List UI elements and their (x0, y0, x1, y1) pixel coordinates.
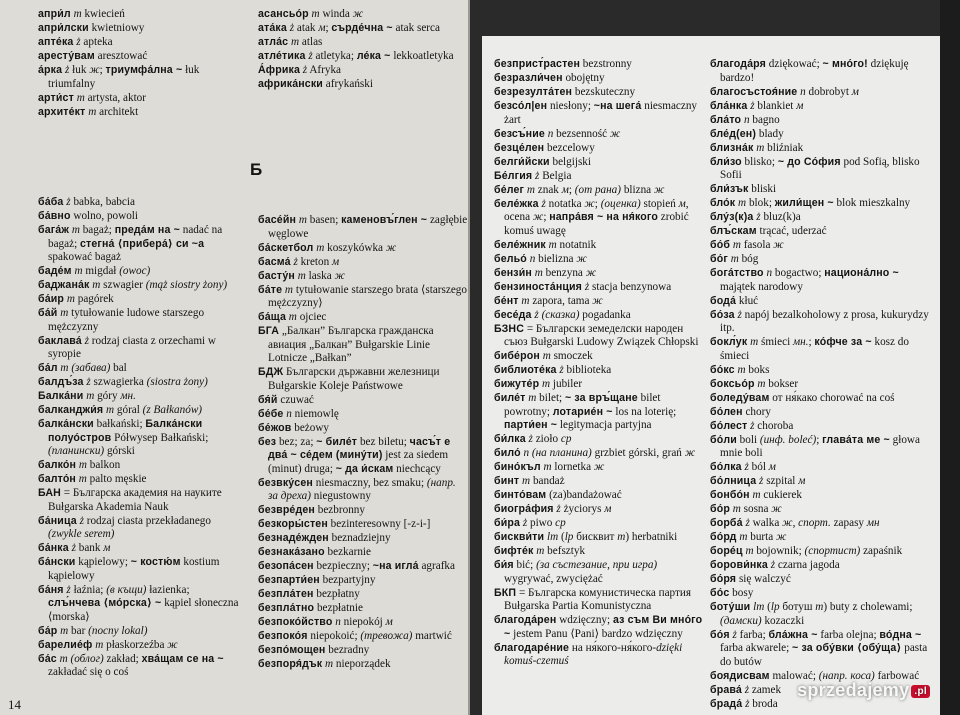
dictionary-entry: бо́рд m burta ж (710, 531, 787, 543)
dictionary-entry: безнаде́жден beznadziejny (258, 532, 391, 544)
dictionary-entry: бо́с bosy (710, 587, 754, 599)
watermark-text: sprzedajemy (797, 680, 910, 700)
dictionary-entry: апри́лски kwietniowy (38, 22, 145, 34)
dictionary-entry: атле́тика ż atletyka; ле́ка ~ lekkoatletyka (258, 50, 454, 62)
left-page (0, 0, 470, 715)
dictionary-entry: апте́ка ż apteka (38, 36, 113, 48)
dictionary-entry: ба́ща m ojciec (258, 311, 327, 323)
dictionary-entry: безпоко́йство n niepokój м (258, 616, 393, 628)
dictionary-entry: бо́лка ż ból м (710, 461, 776, 473)
dictionary-entry: Бе́лгия ż Belgia (494, 169, 572, 182)
dictionary-entry: балканджи́я m góral (z Bałkanów) (38, 404, 203, 416)
dictionary-entry: бо́г m bóg (710, 253, 759, 265)
dictionary-entry: блъ́скам trącać, uderzać (710, 225, 827, 237)
dictionary-entry: ба́ба ż babka, babcia (38, 196, 135, 208)
watermark (797, 680, 930, 701)
dictionary-entry: благодаре́ние на ня́кого-ня́кого-dzięki komuś-czemuś (494, 641, 683, 667)
dictionary-entry: бли́зо blisko; ~ до Со́фия pod Sofią, blisko Sofii (710, 155, 920, 181)
dictionary-entry: басту́н m laska ж (258, 269, 345, 282)
dictionary-entry: безпла́тно bezpłatnie (258, 602, 363, 614)
dictionary-entry: баде́м m migdał (owoc) (38, 265, 151, 277)
dictionary-entry: бибе́рон m smoczek (494, 350, 593, 362)
dictionary-entry: благода́рен wdzięczny; аз съм Ви мно́го ~ jestem Panu ⟨Pani⟩ bardzo wdzięczny (494, 614, 703, 640)
dictionary-entry: безнака́зано bezkarnie (258, 546, 372, 558)
dictionary-entry: ба́с m (облог) zakład; хва́щам се на ~ zakładać się o coś (38, 652, 224, 678)
dictionary-entry: би́лка ż zioło ср (494, 433, 572, 445)
dictionary-entry: безпла́тен bezpłatny (258, 588, 360, 600)
dictionary-entry: бинто́вам (za)bandażować (494, 489, 622, 501)
dictionary-entry: бо́лест ż choroba (710, 419, 794, 432)
dictionary-entry: БГА „Балкан” Българска гражданска авиация „Балкан” Bułgarskie Linie Lotnicze „Bałkan” (258, 325, 434, 364)
dictionary-entry: бино́къл m lornetka ж (494, 461, 605, 473)
dictionary-entry: бо́я ż farba; бла́жна ~ farba olejna; во́дна ~ farba akwarele; ~ за обу́вки ⟨обу́ща⟩ pasta do butów (710, 628, 928, 668)
page-number: 14 (8, 697, 21, 712)
dictionary-entry: безприст́растен bezstronny (494, 58, 632, 70)
dictionary-entry: бе́нт m zapora, tama ж (494, 294, 603, 307)
dictionary-entry: боледу́вам от ня́како chorować na coś (710, 391, 895, 404)
background-edge (940, 0, 960, 715)
right-page (482, 36, 940, 715)
dictionary-entry: бли́зък bliski (710, 183, 777, 195)
dictionary-entry: близна́к m bliźniak (710, 141, 804, 154)
dictionary-entry: бага́ж m bagaż; преда́м на ~ nadać na bagaż; стегна́ ⟨прибера́⟩ си ~a spakować bagaż (38, 224, 223, 263)
dictionary-entry: бя́й czuwać (258, 393, 314, 406)
dictionary-entry: Балка́ни m góry мн. (38, 390, 136, 402)
watermark-badge: .pl (911, 685, 930, 698)
dictionary-entry: бензи́н m benzyna ж (494, 266, 597, 279)
dictionary-entry: архите́кт m architekt (38, 105, 139, 118)
dictionary-entry: бла́нка ż blankiet м (710, 99, 804, 112)
dictionary-entry: ба́те m tytułowanie starszego brata ⟨starszego mężczyzny⟩ (258, 283, 467, 309)
dictionary-entry: безкоры́стен bezinteresowny [-z-i-] (258, 518, 431, 530)
dictionary-entry: бо́лница ż szpital м (710, 475, 806, 487)
dictionary-entry: баклава́ ż rodzaj ciasta z orzechami w syropie (38, 334, 217, 360)
dictionary-entry: боядисвам malować; (напр. коса) farbować (710, 669, 920, 682)
dictionary-entry: ба́л m (забава) bal (38, 362, 127, 374)
dictionary-entry: боксьо́р m bokser (710, 377, 799, 390)
dictionary-entry: безрезулта́тен bezskuteczny (494, 86, 636, 98)
dictionary-entry: биогра́фия ż życiorys м (494, 503, 612, 515)
dictionary-column-right-top (258, 8, 468, 92)
dictionary-entry: би́я bić; (за състезание, при игра) wygrywać, zwyciężać (494, 559, 658, 585)
dictionary-entry: ба́ня ż łaźnia; (в къщи) łazienka; слъ́нчева ⟨мо́рска⟩ ~ kąpiel słoneczna ⟨morska⟩ (38, 583, 239, 623)
dictionary-entry: благосъстоя́ние n dobrobyt м (710, 85, 859, 98)
dictionary-entry: бло́к m blok; жили́щен ~ blok mieszkalny (710, 197, 911, 209)
dictionary-entry: бе́бе n niemowlę (258, 407, 339, 420)
dictionary-entry: безпоко́я niepokoić; (тревожа) martwić (258, 630, 452, 642)
dictionary-entry: ата́ка ż atak м; сърде́чна ~ atak serca (258, 22, 440, 34)
dictionary-entry: брада́ ż broda (710, 697, 778, 710)
dictionary-entry: бо́ли boli (инф. boleć); глава́та ме ~ głowa mnie boli (710, 433, 920, 459)
dictionary-entry: безвку́сен niesmaczny, bez smaku; (напр. за дреха) niegustowny (258, 476, 456, 502)
dictionary-entry: африка́нски afrykański (258, 78, 373, 90)
dictionary-entry: балка́нски bałkański; Балка́нски полуо́стров Półwysep Bałkański; (планински) górski (38, 418, 209, 457)
dictionary-entry: бла́то n bagno (710, 113, 780, 126)
dictionary-entry: бонбо́н m cukierek (710, 489, 802, 501)
dictionary-entry: баджана́к m szwagier (mąż siostry żony) (38, 279, 228, 291)
dictionary-entry: ба́ница ż rodzaj ciasta przekładanego (zwykle serem) (38, 514, 211, 540)
dictionary-entry: ба́вно wolno, powoli (38, 210, 139, 222)
dictionary-entry: атла́с m atlas (258, 36, 323, 48)
dictionary-entry: безразли́чен obojętny (494, 72, 605, 84)
dictionary-entry: балдъ́за ż szwagierka (siostra żony) (38, 376, 208, 388)
dictionary-entry: боре́ц m bojownik; (спортист) zapaśnik (710, 545, 903, 557)
dictionary-entry: блу́з(к)а ż bluz(k)a (710, 211, 801, 223)
dictionary-entry: БАН = Българска академия на науките Bułgarska Akademia Nauk (38, 487, 222, 513)
dictionary-entry: бе́жов beżowy (258, 421, 330, 434)
dictionary-column-left (494, 58, 706, 669)
dictionary-entry: ба́нка ż bank м (38, 542, 111, 554)
dictionary-entry: БЗНС = Български земеделски народен съюз Bułgarski Ludowy Związek Chłopski (494, 322, 699, 348)
dictionary-entry: А́фрика ż Afryka (258, 64, 342, 76)
dictionary-entry: бо́лен chory (710, 405, 771, 418)
dictionary-entry: безсъ́ние n bezsenność ж (494, 127, 621, 140)
dictionary-entry: би́ра ż piwo ср (494, 517, 566, 529)
dictionary-entry: биле́т m bilet; ~ за връ́щане bilet powrotny; лотарие́н ~ los na loterię; парти́ен ~ legitymacja partyjna (494, 392, 677, 431)
dictionary-entry: безвре́ден bezbronny (258, 504, 365, 516)
dictionary-entry: бесе́да ż (сказка) pogadanka (494, 308, 631, 321)
dictionary-entry: апри́л m kwiecień (38, 8, 125, 20)
dictionary-entry: а́рка ż łuk ж; триумфа́лна ~ łuk triumfalny (38, 64, 200, 90)
dictionary-entry: бе́лег m znak м; (от рана) blizna ж (494, 183, 665, 196)
dictionary-column-left-top (38, 8, 238, 120)
dictionary-entry: боту́ши lm (lp ботуш m) buty z cholewami; (дамски) kozaczki (710, 601, 913, 627)
dictionary-entry: ба́р m bar (nocny lokal) (38, 624, 148, 637)
dictionary-entry: безопа́сен bezpieczny; ~на игла́ agrafka (258, 560, 455, 572)
dictionary-entry: бога́тство n bogactwo; национа́лно ~ majątek narodowy (710, 267, 899, 293)
dictionary-entry: библиоте́ка ż biblioteka (494, 364, 612, 376)
dictionary-entry: арти́ст m artysta, aktor (38, 91, 146, 104)
dictionary-entry: басма́ ż kreton м (258, 255, 340, 268)
dictionary-entry: ба́нски kąpielowy; ~ костю́м kostium kąpielowy (38, 556, 220, 582)
dictionary-column-right-bottom (258, 214, 468, 672)
dictionary-entry: аресту́вам aresztować (38, 50, 148, 62)
dictionary-entry: брава́ ż zamek (710, 683, 782, 696)
dictionary-entry: ба́скетбол m koszykówka ж (258, 241, 397, 254)
dictionary-entry: ба́ир m pagórek (38, 293, 114, 305)
dictionary-entry: БДЖ Български държавни железници Bułgarskie Koleje Państwowe (258, 366, 440, 392)
dictionary-entry: без bez; za; ~ биле́т bez biletu; часъ́т е два́ ~ се́дем (мину́ти) jest za siedem (minut) druga; ~ да и́скам niechcący (258, 435, 451, 475)
dictionary-entry: бо́р m sosna ж (710, 503, 782, 515)
dictionary-entry: ба́й m tytułowanie ludowe starszego mężczyzny (38, 307, 205, 333)
dictionary-entry: барелие́ф m płaskorzeźba ж (38, 638, 178, 651)
dictionary-entry: било́ n (на планина) grzbiet górski, grań ж (494, 447, 696, 459)
dictionary-entry: белги́йски belgijski (494, 155, 592, 168)
dictionary-entry: басе́йн m basen; каменовъ́глен ~ zagłębie węglowe (258, 214, 468, 240)
dictionary-entry: БКП = Българска комунистическа партия Bułgarska Partia Komunistyczna (494, 586, 692, 612)
dictionary-entry: бифте́к m befsztyk (494, 545, 586, 557)
dictionary-entry: борови́нка ż czarna jagoda (710, 559, 840, 571)
dictionary-entry: бода́ kłuć (710, 294, 759, 307)
dictionary-entry: бельо́ n bielizna ж (494, 252, 587, 265)
dictionary-entry: бокл́ук m śmieci мн.; ко́фче за ~ kosz do śmieci (710, 336, 909, 362)
dictionary-entry: бо́ря się walczyć (710, 573, 791, 585)
dictionary-entry: безпоря́дък m nieporządek (258, 658, 391, 670)
dictionary-entry: бижуте́р m jubiler (494, 378, 583, 390)
dictionary-column-right (710, 58, 934, 712)
dictionary-entry: бинт m bandaż (494, 475, 565, 487)
dictionary-entry: бле́д(ен) blady (710, 127, 784, 140)
dictionary-entry: благода́ря dziękować; ~ мно́го! dziękuję bardzo! (710, 58, 909, 84)
dictionary-entry: балто́н m palto męskie (38, 473, 147, 485)
dictionary-entry: бискви́ти lm (lp бисквит m) herbatniki (494, 531, 678, 543)
dictionary-entry: беле́жка ż notatka ж; (оценка) stopień м, ocena ж; напра́вя ~ на ня́кого zrobić komuś uwagę (494, 197, 689, 237)
dictionary-entry: бо́б m fasola ж (710, 239, 784, 251)
dictionary-entry: бензиноста́нция ż stacja benzynowa (494, 280, 672, 293)
dictionary-entry: бо́за ż napój bezalkoholowy z prosa, kukurydzy itp. (710, 308, 929, 334)
dictionary-entry: безпо́мощен bezradny (258, 644, 370, 656)
dictionary-column-left-bottom (38, 196, 243, 680)
dictionary-entry: безсо́л|ен niesłony; ~на шега́ niesmaczny żart (494, 100, 698, 126)
letter-heading: Б (250, 160, 263, 179)
dictionary-entry: беле́жник m notatnik (494, 238, 597, 251)
dictionary-entry: асансьо́р m winda ж (258, 8, 363, 20)
dictionary-entry: борба́ ż walka ж, спорт. zapasy мн (710, 517, 880, 529)
dictionary-entry: безпарти́ен bezpartyjny (258, 574, 376, 586)
dictionary-entry: бо́кс m boks (710, 363, 770, 376)
dictionary-entry: балко́н m balkon (38, 459, 121, 471)
dictionary-entry: безце́лен bezcelowy (494, 141, 595, 154)
